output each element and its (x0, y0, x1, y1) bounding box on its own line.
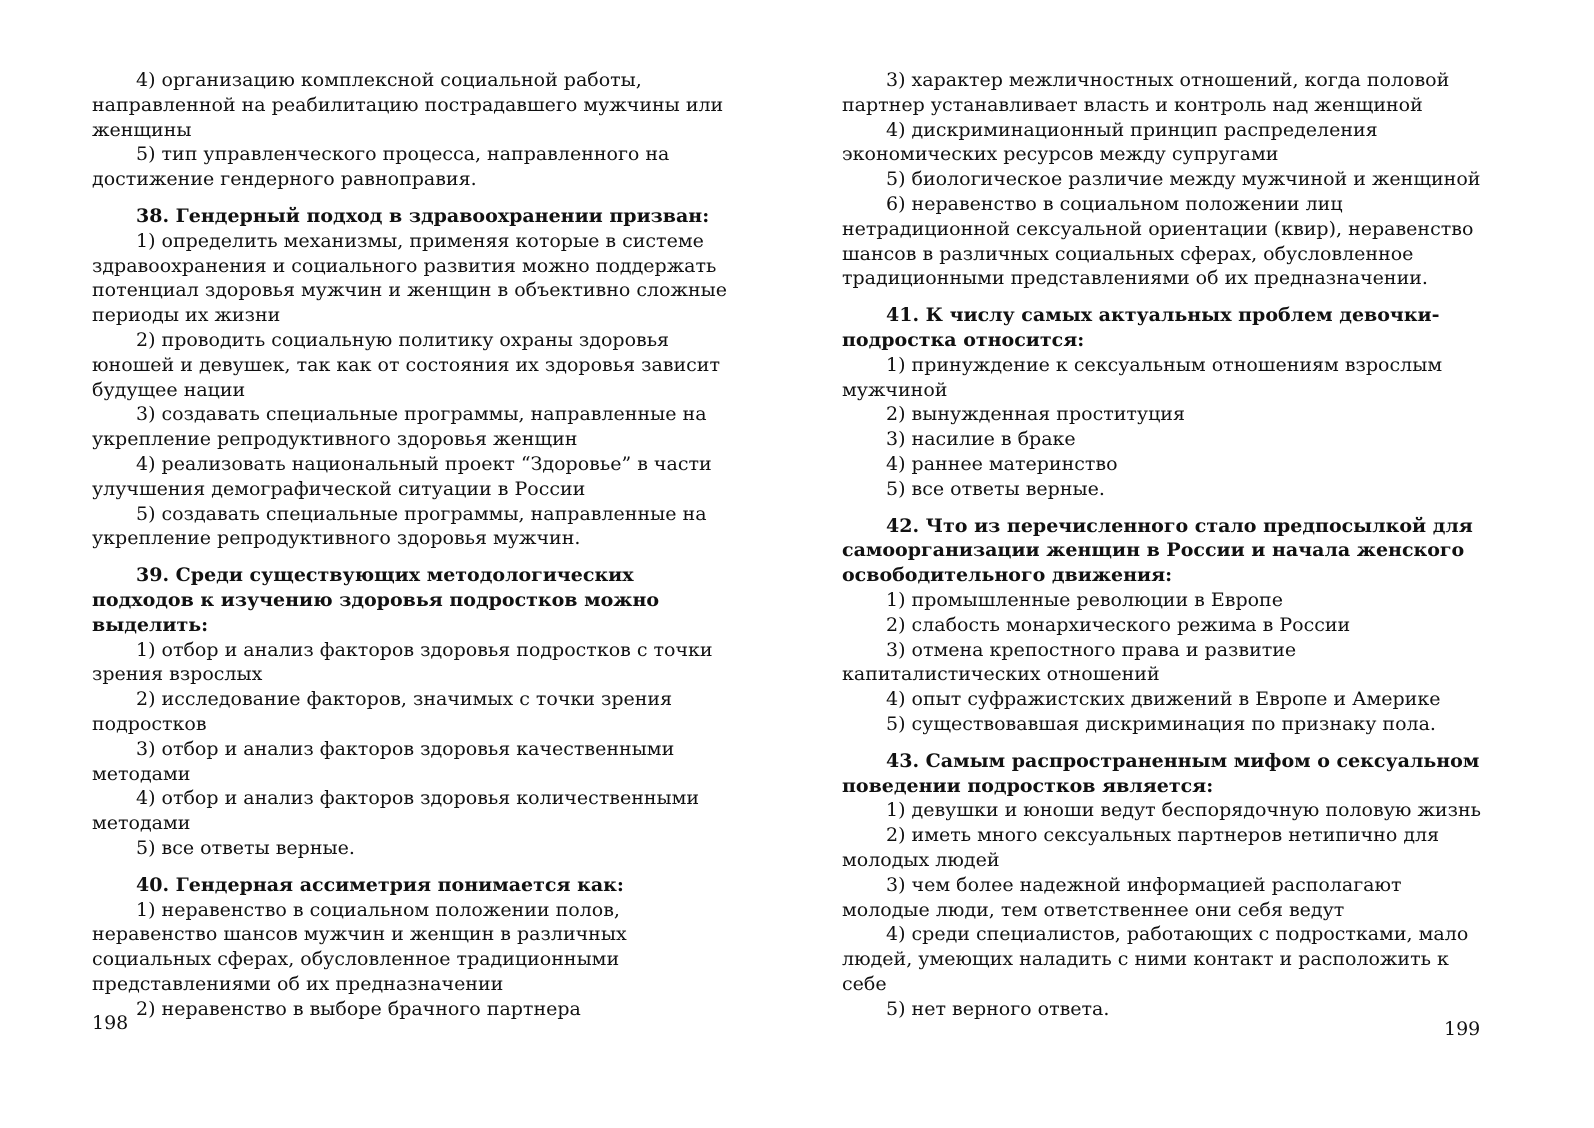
option-text: 2) неравенство в выборе брачного партнера (136, 997, 581, 1020)
option-text: 3) чем более надежной информацией располагают молодые люди, тем ответственнее они себя ведут (842, 873, 1402, 921)
option-text: 5) нет верного ответа. (886, 997, 1110, 1020)
question-title: 42. Что из перечисленного стало предпосылкой для самоорганизации женщин в России и начала женского освободительного движения: (842, 514, 1473, 587)
option-text: 4) раннее материнство (886, 452, 1118, 475)
page-number-left: 198 (92, 1012, 129, 1034)
question-39 (92, 563, 732, 861)
question-43 (842, 749, 1482, 1022)
option-text: 3) отмена крепостного права и развитие капиталистических отношений (842, 638, 1297, 686)
option-text: 2) исследование факторов, значимых с точки зрения подростков (92, 688, 673, 735)
left-continuation (92, 68, 732, 192)
option-text: 4) реализовать национальный проект “Здоровье” в части улучшения демографической ситуации в России (92, 452, 712, 500)
option-text: 3) насилие в браке (886, 428, 1076, 451)
left-page (92, 68, 732, 1021)
question-title: 40. Гендерная ассиметрия понимается как: (136, 873, 624, 896)
question-38 (92, 204, 732, 551)
option-text: 5) создавать специальные программы, направленные на укрепление репродуктивного здоровья мужчин. (92, 502, 707, 550)
option-text: 3) характер межличностных отношений, когда половой партнер устанавливает власть и контроль над женщиной (842, 69, 1450, 116)
right-continuation (842, 68, 1482, 291)
option-text: 4) дискриминационный принцип распределения экономических ресурсов между супругами (842, 118, 1378, 166)
option-text: 5) все ответы верные. (136, 836, 355, 859)
option-text: 4) организацию комплексной социальной работы, направленной на реабилитацию пострадавшего мужчины или женщины (92, 69, 724, 141)
question-title: 39. Среди существующих методологических подходов к изучению здоровья подростков можно выделить: (92, 564, 660, 636)
option-text: 2) проводить социальную политику охраны здоровья юношей и девушек, так как от состояния их здоровья зависит будущее нации (92, 328, 720, 401)
option-text: 3) отбор и анализ факторов здоровья качественными методами (92, 737, 675, 785)
page-number-right: 199 (1444, 1018, 1481, 1040)
option-text: 4) опыт суфражистских движений в Европе и Америке (886, 688, 1441, 711)
option-text: 4) отбор и анализ факторов здоровья количественными методами (92, 787, 700, 835)
option-text: 5) существовавшая дискриминация по признаку пола. (886, 712, 1436, 735)
option-text: 3) создавать специальные программы, направленные на укрепление репродуктивного здоровья женщин (92, 403, 707, 451)
option-text: 1) определить механизмы, применяя которые в системе здравоохранения и социального развития можно поддержать потенциал здоровья мужчин и женщин в объективно сложные периоды их жизни (92, 229, 727, 327)
right-page (842, 68, 1482, 1021)
question-title: 41. К числу самых актуальных проблем девочки-подростка относится: (842, 304, 1440, 351)
question-42 (842, 514, 1482, 737)
question-41 (842, 303, 1482, 501)
option-text: 5) тип управленческого процесса, направленного на достижение гендерного равноправия. (92, 143, 670, 191)
option-text: 1) отбор и анализ факторов здоровья подростков с точки зрения взрослых (92, 638, 713, 686)
option-text: 1) принуждение к сексуальным отношениям взрослым мужчиной (842, 353, 1443, 401)
option-text: 5) биологическое различие между мужчиной и женщиной (886, 168, 1481, 191)
option-text: 4) среди специалистов, работающих с подростками, мало людей, умеющих наладить с ними контакт и расположить к себе (842, 923, 1469, 995)
option-text: 5) все ответы верные. (886, 477, 1105, 500)
question-title: 38. Гендерный подход в здравоохранении призван: (136, 204, 710, 227)
option-text: 2) иметь много сексуальных партнеров нетипично для молодых людей (842, 824, 1440, 871)
question-title: 43. Самым распространенным мифом о сексуальном поведении подростков является: (842, 749, 1480, 797)
option-text: 2) вынужденная проституция (886, 403, 1185, 426)
option-text: 2) слабость монархического режима в России (886, 613, 1351, 636)
option-text: 6) неравенство в социальном положении лиц нетрадиционной сексуальной ориентации (квир), неравенство шансов в различных социальных сферах, обусловленное традиционными представлениями об их предназначении. (842, 192, 1474, 290)
option-text: 1) девушки и юноши ведут беспорядочную половую жизнь (886, 799, 1481, 822)
option-text: 1) неравенство в социальном положении полов, неравенство шансов мужчин и женщин в различных социальных сферах, обусловленное традиционными представлениями об их предназначении (92, 898, 627, 995)
question-40 (92, 873, 732, 1022)
option-text: 1) промышленные революции в Европе (886, 588, 1283, 611)
